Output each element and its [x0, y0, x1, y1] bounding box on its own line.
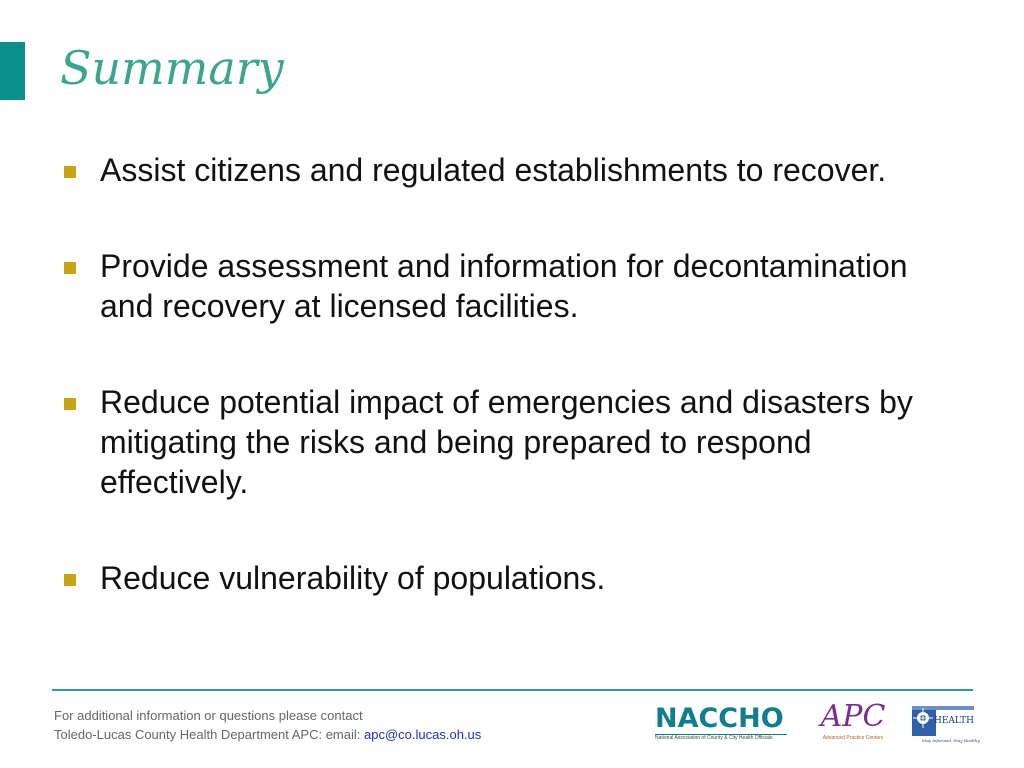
naccho-logo-tagline: National Association of County & City Health Officials: [655, 734, 787, 742]
square-bullet-icon: [64, 166, 76, 178]
health-department-logo: [910, 704, 981, 746]
footer-divider: [52, 689, 973, 691]
apc-logo: [810, 700, 896, 748]
bullet-item: [62, 558, 962, 598]
square-bullet-icon: [64, 574, 76, 586]
bullet-item: [62, 150, 962, 190]
naccho-logo-wordmark: NACCHO: [655, 703, 784, 734]
footer-line-2: [54, 725, 481, 744]
footer-contact: [54, 706, 481, 744]
health-logo-wordmark: HEALTH: [934, 716, 975, 726]
square-bullet-icon: [64, 398, 76, 410]
apc-logo-tagline: Advanced Practice Centers: [822, 735, 884, 741]
apc-logo-wordmark: APC: [820, 699, 886, 734]
bullet-text: Reduce vulnerability of populations.: [100, 560, 606, 596]
square-bullet-icon: [64, 262, 76, 274]
footer-line-2-prefix: Toledo-Lucas County Health Department APC: email:: [54, 727, 364, 742]
bullet-text: Provide assessment and information for decontamination and recovery at licensed facilities.: [100, 248, 908, 324]
naccho-logo: [655, 704, 787, 746]
slide-title: Summary: [60, 41, 284, 95]
health-logo-tagline: Stay Informed. Stay Healthy.: [922, 738, 981, 743]
bullet-list: [62, 150, 962, 598]
title-accent-bar: [0, 42, 25, 100]
email-link[interactable]: apc@co.lucas.oh.us: [364, 727, 482, 742]
bullet-item: [62, 382, 962, 502]
bullet-text: Reduce potential impact of emergencies and disasters by mitigating the risks and being prepared to respond effectively.: [100, 384, 913, 500]
bullet-text: Assist citizens and regulated establishments to recover.: [100, 152, 887, 188]
footer-line-1: For additional information or questions please contact: [54, 708, 363, 723]
bullet-item: [62, 246, 962, 326]
